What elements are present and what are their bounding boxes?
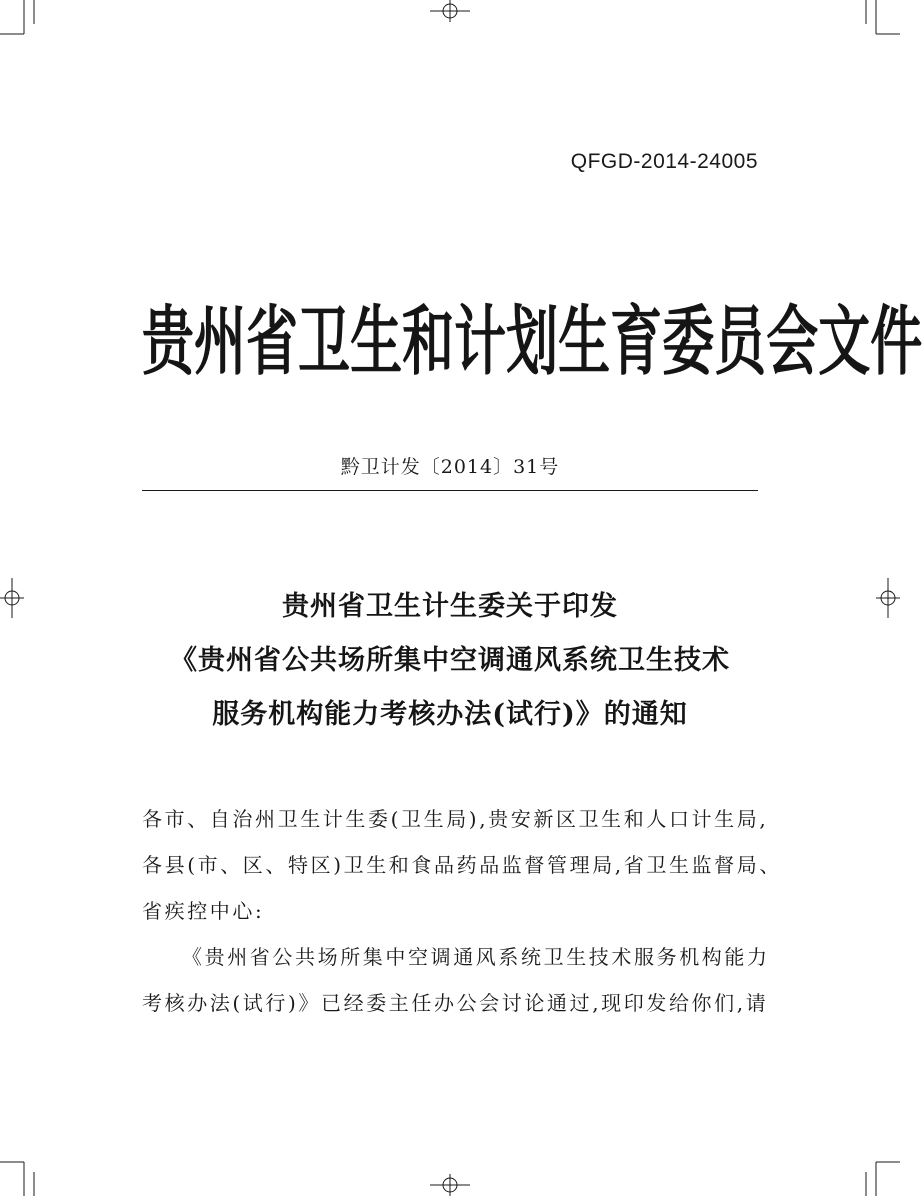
body-line: 《贵州省公共场所集中空调通风系统卫生技术服务机构能力 (182, 945, 770, 969)
body-line: 考核办法(试行)》已经委主任办公会讨论通过,现印发给你们,请 (142, 991, 769, 1015)
masthead-char: 卫 (298, 298, 351, 386)
masthead-char: 文 (818, 298, 871, 386)
masthead-char: 贵 (142, 298, 195, 386)
issuer-masthead (142, 259, 922, 410)
masthead-char: 件 (870, 298, 922, 386)
body-line: 省疾控中心: (142, 899, 265, 923)
separator-line (142, 490, 758, 491)
masthead-char: 委 (662, 298, 715, 386)
registration-mark-bottom (430, 1174, 470, 1196)
masthead-char: 省 (246, 298, 299, 386)
masthead-char: 育 (610, 298, 663, 386)
masthead-char: 会 (766, 298, 819, 386)
masthead-char: 生 (558, 298, 611, 386)
title-line: 服务机构能力考核办法(试行)》的通知 (212, 699, 688, 730)
document-title (0, 580, 900, 742)
registration-mark-top (430, 0, 470, 22)
masthead-char: 生 (350, 298, 403, 386)
body-line: 各县(市、区、特区)卫生和食品药品监督管理局,省卫生监督局、 (142, 853, 782, 877)
masthead-char: 州 (194, 298, 247, 386)
masthead-char: 计 (454, 298, 507, 386)
title-line: 《贵州省公共场所集中空调通风系统卫生技术 (170, 645, 730, 676)
title-line: 贵州省卫生计生委关于印发 (282, 591, 618, 622)
body-line: 各市、自治州卫生计生委(卫生局),贵安新区卫生和人口计生局, (142, 807, 769, 831)
masthead-char: 员 (714, 298, 767, 386)
document-code: QFGD-2014-24005 (570, 150, 758, 173)
document-body (142, 796, 782, 1026)
masthead-char: 和 (402, 298, 455, 386)
document-number: 黔卫计发〔2014〕31号 (340, 456, 560, 478)
masthead-char: 划 (506, 298, 559, 386)
